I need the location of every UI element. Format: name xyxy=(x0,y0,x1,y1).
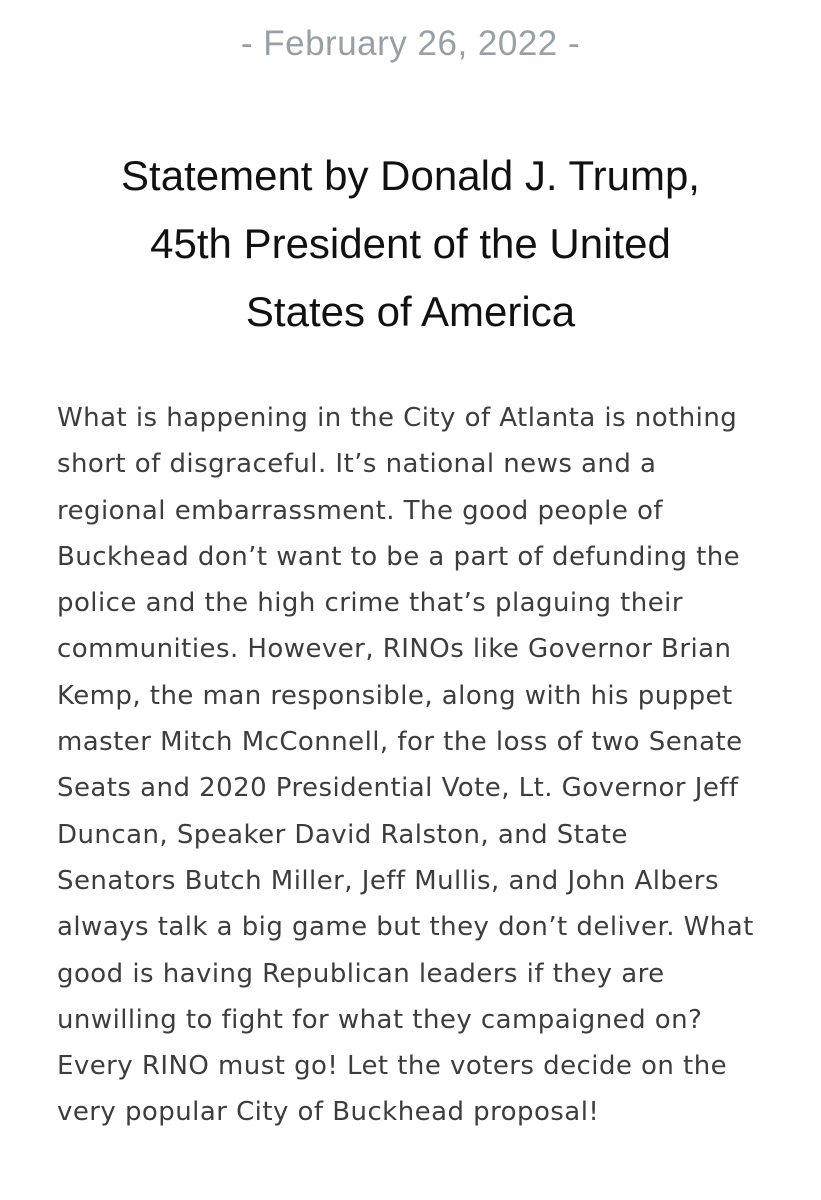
body-line: Seats and 2020 Presidential Vote, Lt. Governor Jeff xyxy=(57,773,739,804)
title-line: States of America xyxy=(245,288,576,335)
body-line: What is happening in the City of Atlanta is nothing xyxy=(57,403,738,433)
statement-body xyxy=(57,395,777,1136)
body-line: good is having Republican leaders if they are xyxy=(57,958,665,989)
body-line: master Mitch McConnell, for the loss of two Senate xyxy=(57,727,743,758)
statement-date: - February 26, 2022 - xyxy=(240,24,581,63)
body-line: Kemp, the man responsible, along with his puppet xyxy=(57,680,733,711)
body-line: Buckhead don’t want to be a part of defunding the xyxy=(57,541,741,572)
body-line: always talk a big game but they don’t deliver. What xyxy=(57,912,754,943)
body-line: very popular City of Buckhead proposal! xyxy=(57,1097,600,1128)
body-line: Duncan, Speaker David Ralston, and State xyxy=(57,819,628,850)
statement-title xyxy=(40,142,781,346)
body-line: communities. However, RINOs like Governor Brian xyxy=(57,634,732,665)
body-line: regional embarrassment. The good people of xyxy=(57,495,663,526)
title-line: Statement by Donald J. Trump, xyxy=(121,152,700,199)
body-line: short of disgraceful. It’s national news and a xyxy=(57,449,657,480)
title-line: 45th President of the United xyxy=(150,220,671,267)
body-line: police and the high crime that’s plaguing their xyxy=(57,588,683,619)
body-line: Senators Butch Miller, Jeff Mullis, and John Albers xyxy=(57,865,719,896)
body-line: Every RINO must go! Let the voters decide on the xyxy=(57,1051,728,1082)
body-line: unwilling to fight for what they campaigned on? xyxy=(57,1004,703,1035)
